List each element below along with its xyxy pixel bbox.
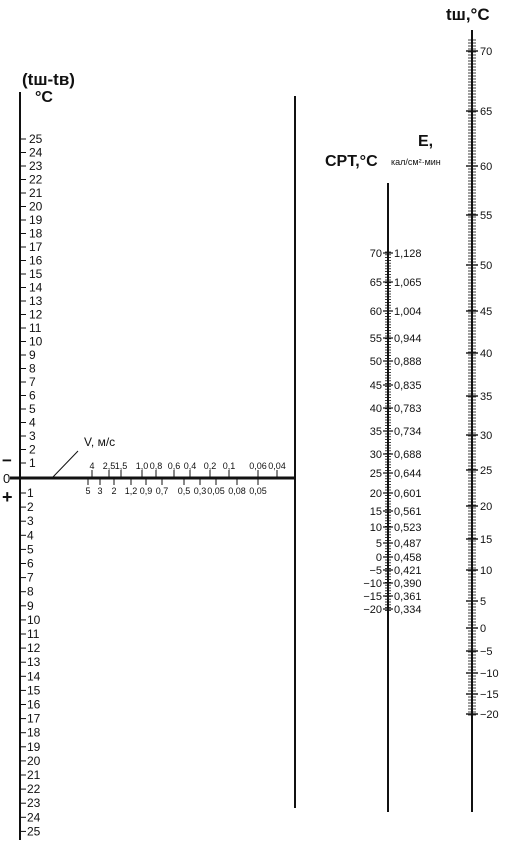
diff-upper-label: 21 (29, 186, 43, 200)
diff-lower-label: 14 (27, 669, 41, 684)
tw-label: 50 (480, 260, 493, 272)
velocity-lower-label: 0,5 (177, 486, 191, 496)
tw-label: 20 (480, 501, 493, 513)
velocity-upper-label: 0,04 (268, 461, 286, 471)
diff-lower-label: 3 (27, 514, 34, 529)
diff-lower-label: 15 (27, 683, 41, 698)
e-label: 1,065 (394, 277, 422, 289)
cpt-label: 40 (369, 403, 382, 415)
diff-lower-label: 2 (27, 500, 34, 515)
diff-lower-label: 1 (27, 486, 34, 500)
diff-lower-label: 25 (27, 824, 41, 839)
diff-upper-label: 10 (29, 334, 43, 349)
tw-label: 70 (480, 46, 493, 58)
e-label: 0,390 (394, 578, 422, 590)
diff-upper-label: 23 (29, 159, 43, 173)
cpt-label: 60 (369, 306, 382, 318)
cpt-label: 5 (375, 538, 382, 550)
velocity-upper-label: 0,06 (249, 461, 267, 471)
diff-lower-label: 17 (27, 711, 41, 726)
diff-upper-label: 18 (29, 226, 43, 241)
tw-axis-title: tш,°C (446, 5, 490, 24)
diff-minus-sign: − (2, 451, 12, 470)
tw-label: 45 (480, 306, 493, 318)
e-label: 0,644 (394, 468, 422, 480)
velocity-lower-label: 0,08 (228, 486, 246, 496)
diff-upper-label: 5 (29, 402, 36, 416)
diff-lower-label: 6 (27, 556, 34, 571)
diff-upper-label: 6 (29, 388, 36, 403)
tw-label: 35 (480, 391, 493, 403)
velocity-lower-label: 3 (97, 486, 103, 496)
velocity-upper-label: 0,8 (149, 461, 163, 471)
e-label: 0,561 (394, 506, 422, 518)
diff-lower-label: 23 (27, 796, 41, 811)
e-labels (394, 248, 422, 616)
tw-label: 65 (480, 106, 493, 118)
diff-lower-label: 19 (27, 739, 41, 754)
tw-label: −15 (480, 689, 499, 701)
velocity-lower-label: 5 (85, 486, 91, 496)
diff-lower-label: 7 (27, 570, 34, 585)
velocity-lower-label: 0,3 (193, 486, 207, 496)
e-label: 0,688 (394, 449, 422, 461)
cpt-label: 30 (369, 449, 382, 461)
tw-label: 55 (480, 210, 493, 222)
velocity-upper-label: 0,1 (222, 461, 236, 471)
diff-upper-label: 3 (29, 429, 36, 443)
cpt-axis-title: CPT,°C (325, 153, 378, 170)
diff-upper-label: 19 (29, 213, 43, 227)
e-label: 1,004 (394, 306, 422, 318)
diff-lower-label: 22 (27, 782, 41, 797)
diff-lower-label: 13 (27, 655, 41, 670)
diff-upper-label: 20 (29, 199, 43, 214)
diff-lower-label: 12 (27, 641, 41, 656)
diff-upper-label: 9 (29, 348, 36, 362)
e-axis-unit: кал/см²·мин (391, 157, 441, 167)
e-label: 0,458 (394, 552, 422, 564)
velocity-lower-label: 0,05 (207, 486, 225, 496)
tw-label: 15 (480, 534, 493, 546)
e-label: 0,734 (394, 426, 422, 438)
diff-lower-label: 5 (27, 542, 34, 557)
tw-label: 30 (480, 430, 493, 442)
velocity-lower-label: 2 (111, 486, 117, 496)
tw-label: −20 (480, 709, 499, 721)
tw-label: −10 (480, 668, 499, 680)
diff-axis-title: (tш-tв) (22, 70, 75, 89)
diff-plus-sign: + (2, 487, 13, 507)
cpt-label: 35 (369, 426, 382, 438)
cpt-label: 25 (369, 468, 382, 480)
tw-label: −5 (480, 646, 493, 658)
velocity-upper-label: 0,4 (183, 461, 197, 471)
velocity-pointer-line (52, 451, 78, 478)
diff-upper-label: 25 (29, 132, 43, 146)
cpt-label: 0 (375, 552, 382, 564)
tw-label: 0 (480, 623, 487, 635)
cpt-label: 20 (369, 488, 382, 500)
diff-upper-label: 1 (29, 456, 36, 470)
tw-label: 10 (480, 565, 493, 577)
diff-upper-label: 17 (29, 240, 43, 254)
velocity-lower-label: 0,7 (155, 486, 169, 496)
diff-upper-scale (20, 132, 43, 470)
e-label: 0,888 (394, 356, 422, 368)
velocity-upper-label: 0,2 (203, 461, 217, 471)
cpt-label: 10 (369, 522, 382, 534)
velocity-upper-label: 4 (89, 461, 95, 471)
cpt-label: 55 (369, 333, 382, 345)
diff-upper-label: 15 (29, 267, 43, 281)
e-label: 0,835 (394, 380, 422, 392)
diff-upper-label: 4 (29, 415, 36, 430)
diff-upper-label: 13 (29, 294, 43, 308)
diff-lower-label: 11 (27, 627, 40, 641)
e-label: 0,487 (394, 538, 422, 550)
velocity-upper-scale (89, 461, 285, 478)
tw-label: 40 (480, 348, 493, 360)
diff-upper-label: 22 (29, 172, 43, 187)
diff-upper-label: 16 (29, 253, 43, 268)
diff-lower-label: 4 (27, 528, 34, 543)
diff-upper-label: 12 (29, 307, 43, 322)
velocity-upper-label: 0,6 (167, 461, 181, 471)
cpt-label: −10 (363, 578, 382, 590)
cpt-label: −20 (363, 604, 382, 616)
e-label: 0,944 (394, 333, 422, 345)
velocity-upper-label: 1,0 (135, 461, 149, 471)
diff-lower-label: 16 (27, 697, 41, 712)
diff-lower-label: 9 (27, 598, 34, 613)
diff-lower-label: 18 (27, 725, 41, 740)
cpt-label: −5 (369, 565, 382, 577)
tw-label: 5 (480, 596, 487, 608)
velocity-lower-scale (85, 478, 266, 496)
cpt-label: 45 (369, 380, 382, 392)
tw-labels (466, 46, 499, 721)
velocity-lower-label: 0,9 (139, 486, 153, 496)
cpt-label: −15 (363, 591, 382, 603)
velocity-upper-label: 1,5 (114, 461, 128, 471)
e-label: 0,783 (394, 403, 422, 415)
diff-upper-label: 14 (29, 280, 43, 295)
diff-lower-scale (20, 486, 41, 838)
e-label: 0,523 (394, 522, 422, 534)
e-label: 0,601 (394, 488, 422, 500)
cpt-label: 70 (369, 248, 382, 260)
diff-upper-label: 24 (29, 145, 43, 160)
diff-axis-unit: °C (35, 89, 53, 106)
velocity-upper-label: 2,5 (102, 461, 116, 471)
e-label: 0,421 (394, 565, 422, 577)
diff-upper-label: 11 (29, 321, 42, 335)
e-axis-title: E, (418, 133, 434, 150)
diff-upper-label: 2 (29, 442, 36, 457)
diff-lower-label: 8 (27, 584, 34, 599)
e-label: 0,334 (394, 604, 422, 616)
diff-lower-label: 20 (27, 753, 41, 768)
diff-lower-label: 21 (27, 768, 41, 782)
diff-lower-label: 10 (27, 612, 41, 627)
tw-label: 25 (480, 465, 493, 477)
cpt-label: 65 (369, 277, 382, 289)
e-label: 1,128 (394, 248, 422, 260)
cpt-label: 50 (369, 356, 382, 368)
cpt-label: 15 (369, 506, 382, 518)
diff-axis-group (2, 92, 20, 840)
velocity-lower-label: 0,05 (249, 486, 267, 496)
diff-zero-label: 0 (3, 471, 11, 486)
diff-lower-label: 24 (27, 810, 41, 825)
diff-upper-label: 7 (29, 375, 36, 389)
tw-label: 60 (480, 161, 493, 173)
diff-upper-label: 8 (29, 361, 36, 376)
e-label: 0,361 (394, 591, 422, 603)
velocity-lower-label: 1,2 (124, 486, 138, 496)
velocity-axis-title: V, м/с (84, 435, 116, 449)
